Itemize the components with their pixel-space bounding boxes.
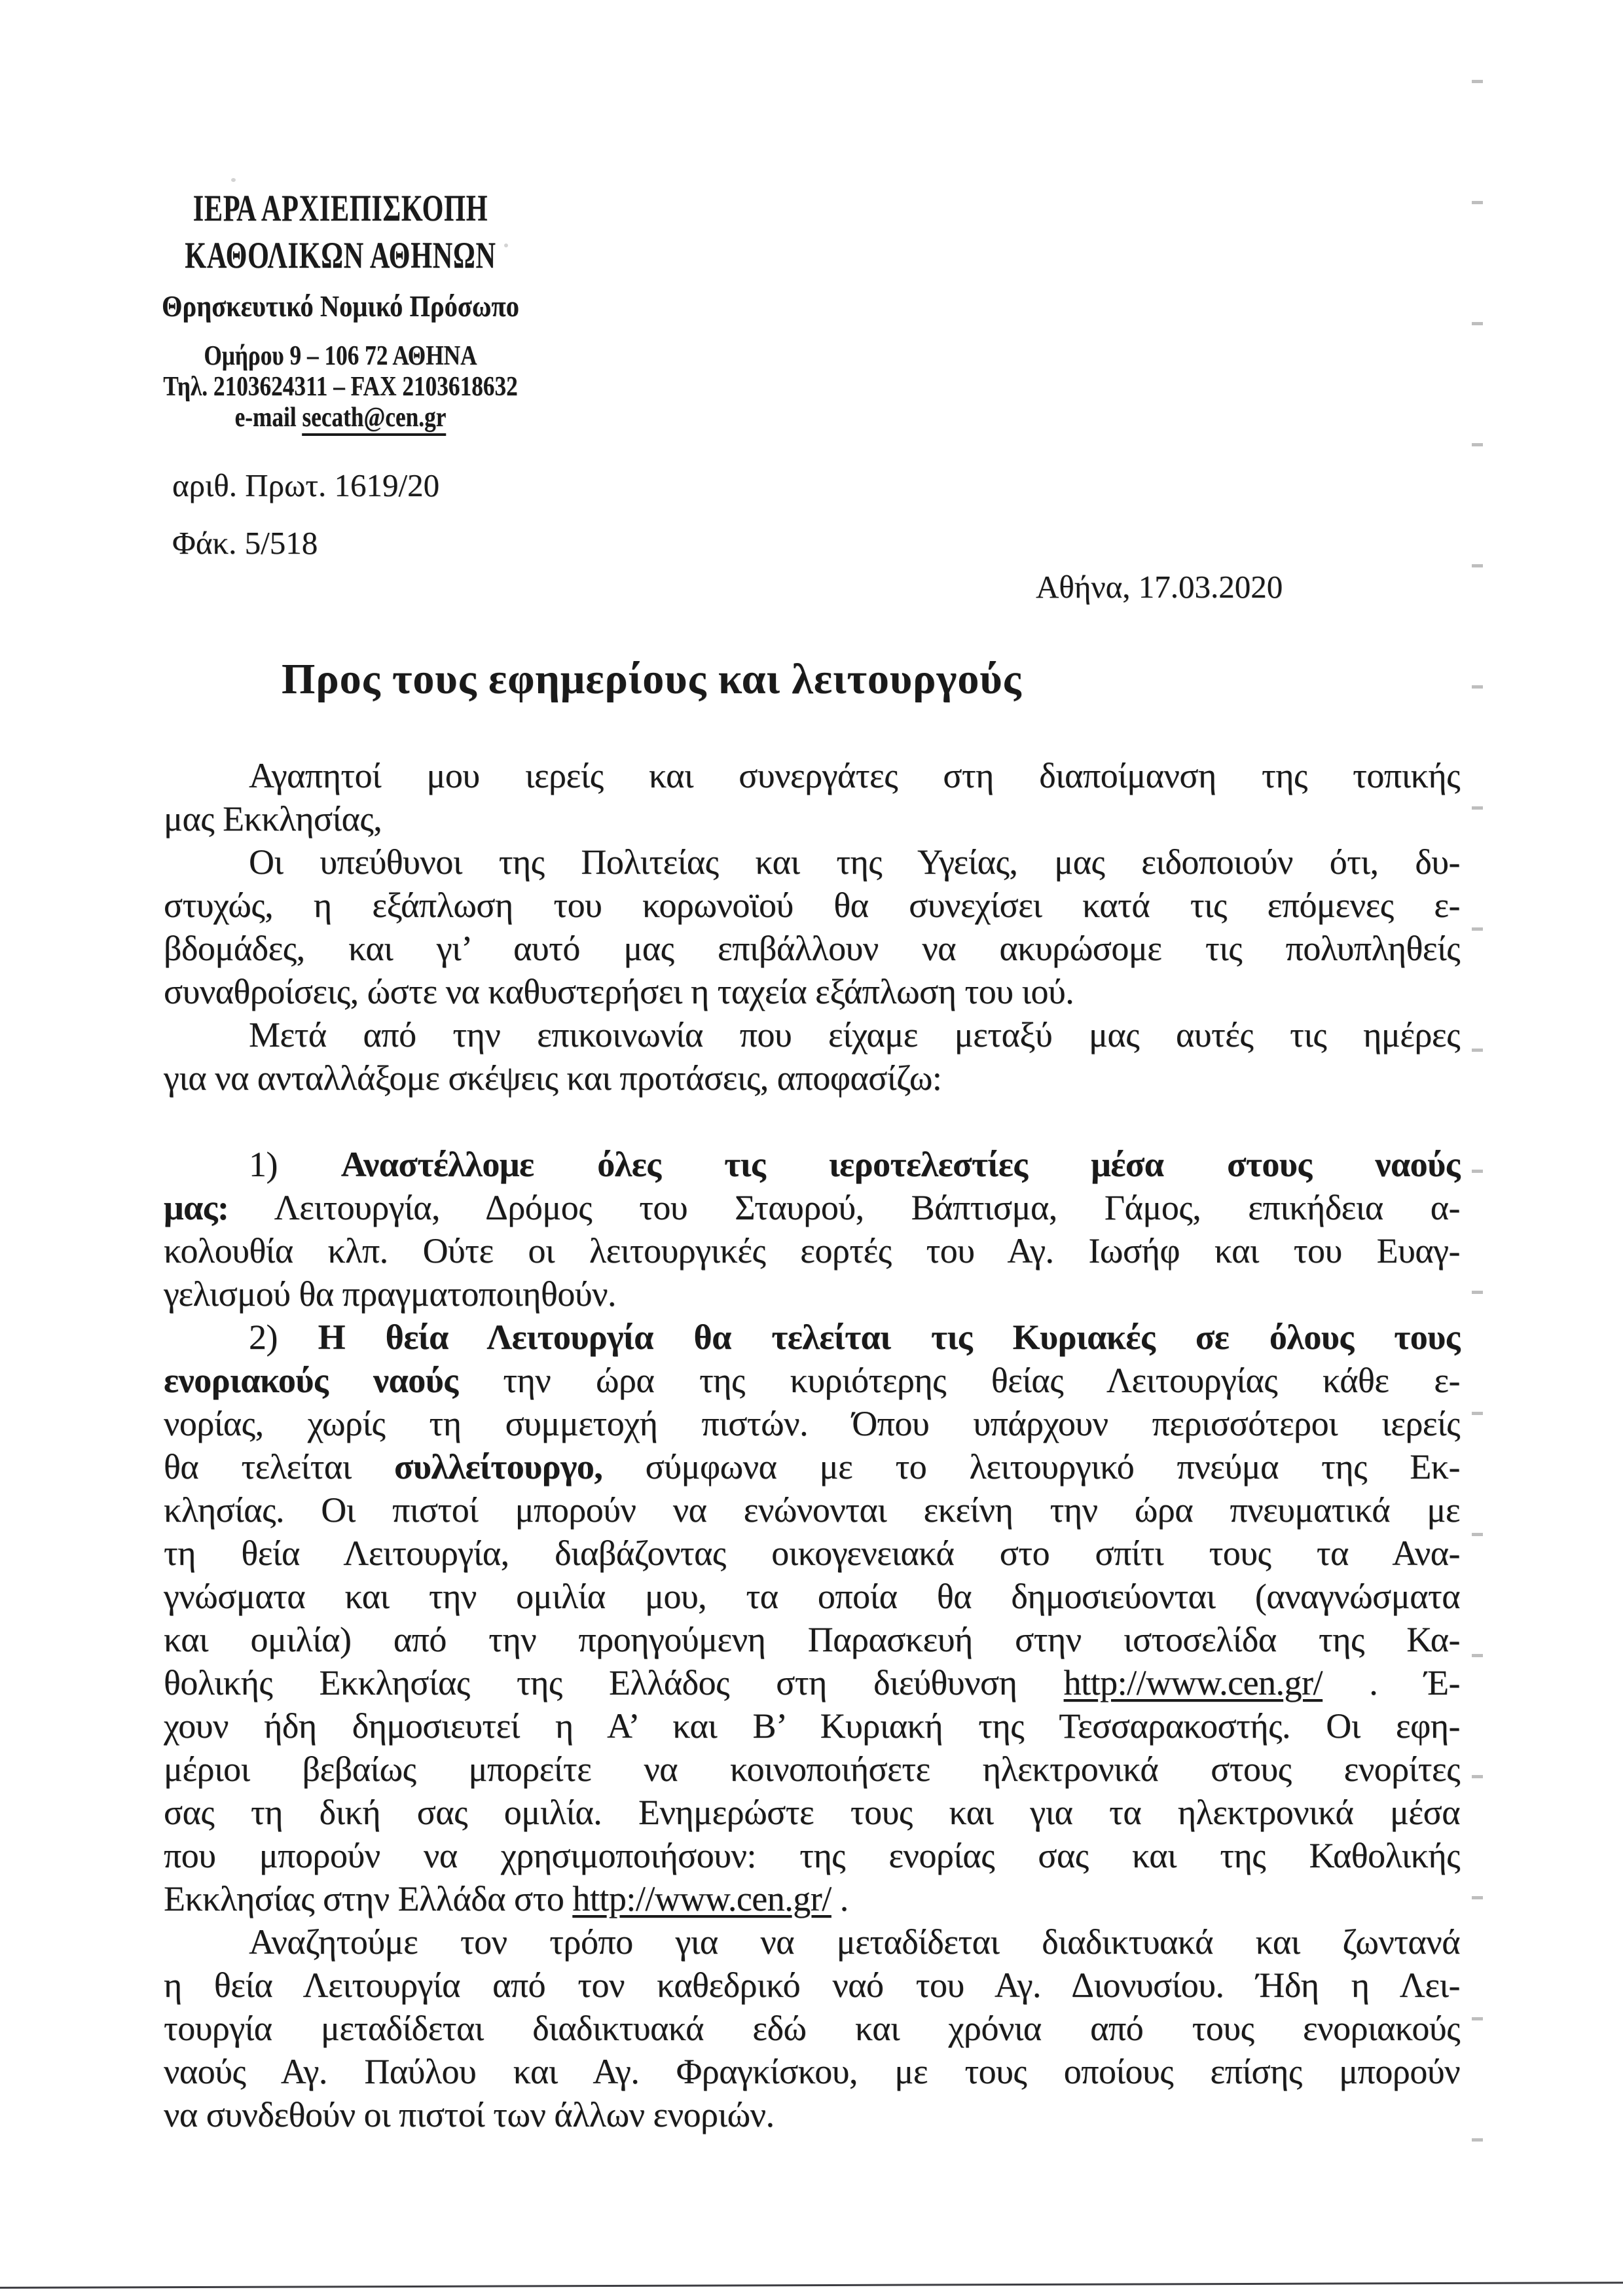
body-line: μας Εκκλησίας,	[164, 799, 382, 838]
org-subtitle: Θρησκευτικό Νομικό Πρόσωπο	[162, 289, 519, 323]
body-line: τη θεία Λειτουργία, διαβάζοντας οικογενειακά στο σπίτι τους τα Ανα-	[164, 1534, 1460, 1573]
body-line: για να ανταλλάξομε σκέψεις και προτάσεις, αποφασίζω:	[164, 1058, 942, 1098]
body-line: ναούς Αγ. Παύλου και Αγ. Φραγκίσκου, με τους οποίους επίσης μπορούν	[164, 2052, 1460, 2091]
body-line: θα τελείται συλλείτουργο, σύμφωνα με το λειτουργικό πνεύμα της Εκ-	[164, 1447, 1460, 1486]
body-line: 2) Η θεία Λειτουργία θα τελείται τις Κυριακές σε όλους τους	[249, 1318, 1460, 1357]
body-line: κολουθία κλπ. Ούτε οι λειτουργικές εορτές του Αγ. Ιωσήφ και του Ευαγ-	[164, 1231, 1460, 1270]
link-url: http://www.cen.gr/	[1063, 1663, 1323, 1702]
email-address: secath@cen.gr	[302, 403, 446, 436]
body-line: μας: Λειτουργία, Δρόμος του Σταυρού, Βάπτισμα, Γάμος, επικήδεια α-	[164, 1188, 1460, 1227]
link-url: http://www.cen.gr/	[572, 1879, 831, 1918]
scan-speck	[504, 243, 508, 247]
body-line: συναθροίσεις, ώστε να καθυστερήσει η ταχεία εξάπλωση του ιού.	[164, 972, 1074, 1011]
body-line: η θεία Λειτουργία από τον καθεδρικό ναό του Αγ. Διονυσίου. Ήδη η Λει-	[164, 1965, 1460, 2005]
email-label: e-mail	[234, 403, 302, 433]
body-line: Οι υπεύθυνοι της Πολιτείας και της Υγείας, μας ειδοποιούν ότι, δυ-	[249, 842, 1460, 882]
body-line: χουν ήδη δημοσιευτεί η Α’ και Β’ Κυριακή της Τεσσαρακοστής. Οι εφη-	[164, 1706, 1460, 1746]
body-line: κλησίας. Οι πιστοί μπορούν να ενώνονται εκείνη την ώρα πνευματικά με	[164, 1490, 1460, 1530]
body-line: σας τη δική σας ομιλία. Ενημερώστε τους και για τα ηλεκτρονικά μέσα	[164, 1793, 1460, 1832]
org-phone-fax: Τηλ. 2103624311 – FAX 2103618632	[163, 372, 518, 402]
body-line: θολικής Εκκλησίας της Ελλάδος στη διεύθυνση http://www.cen.gr/ . Έ-	[164, 1663, 1461, 1702]
org-address: Ομήρου 9 – 106 72 ΑΘΗΝΑ	[204, 341, 477, 371]
scan-speck	[231, 178, 236, 182]
body-line: Αγαπητοί μου ιερείς και συνεργάτες στη διαποίμανση της τοπικής	[249, 756, 1460, 795]
body-line: μέριοι βεβαίως μπορείτε να κοινοποιήσετε ηλεκτρονικά στους ενορίτες	[164, 1749, 1460, 1789]
protocol-number: αριθ. Πρωτ. 1619/20	[172, 467, 440, 503]
body-line: νορίας, χωρίς τη συμμετοχή πιστών. Όπου υπάρχουν περισσότεροι ιερείς	[164, 1404, 1460, 1443]
body-line: ενοριακούς ναούς την ώρα της κυριότερης θείας Λειτουργίας κάθε ε-	[164, 1361, 1460, 1400]
body-line: γελισμού θα πραγματοποιηθούν.	[164, 1274, 616, 1314]
org-name-line-1: ΙΕΡΑ ΑΡΧΙΕΠΙΣΚΟΠΗ	[192, 188, 488, 229]
body-line: Μετά από την επικοινωνία που είχαμε μεταξύ μας αυτές τις ημέρες	[249, 1015, 1460, 1054]
body-line: Εκκλησίας στην Ελλάδα στο http://www.cen.gr/ .	[164, 1879, 848, 1918]
scan-margin-marks	[1472, 80, 1483, 2161]
letterhead	[98, 185, 583, 433]
body-line: και ομιλία) από την προηγούμενη Παρασκευή στην ιστοσελίδα της Κα-	[164, 1620, 1460, 1659]
date-line: Αθήνα, 17.03.2020	[1036, 569, 1283, 605]
body-line: 1) Αναστέλλομε όλες τις ιεροτελεστίες μέσα στους ναούς	[249, 1145, 1460, 1184]
org-name-line-2: ΚΑΘΟΛΙΚΩΝ ΑΘΗΝΩΝ	[185, 235, 496, 276]
body-line: Αναζητούμε τον τρόπο για να μεταδίδεται διαδικτυακά και ζωντανά	[249, 1922, 1460, 1962]
scan-bottom-edge-line	[0, 2282, 1623, 2289]
body-line: βδομάδες, και γι’ αυτό μας επιβάλλουν να ακυρώσομε τις πολυπληθείς	[164, 929, 1460, 968]
document-title: Προς τους εφημερίους και λειτουργούς	[282, 655, 1022, 703]
body-line: στυχώς, η εξάπλωση του κορωνοϊού θα συνεχίσει κατά τις επόμενες ε-	[164, 886, 1460, 925]
reference-block	[172, 466, 439, 563]
body-line: γνώσματα και την ομιλία μου, τα οποία θα δημοσιεύονται (αναγνώσματα	[164, 1577, 1460, 1616]
body-line: τουργία μεταδίδεται διαδικτυακά εδώ και χρόνια από τους ενοριακούς	[164, 2009, 1460, 2048]
body-line: να συνδεθούν οι πιστοί των άλλων ενοριών.	[164, 2095, 775, 2134]
body-text	[164, 754, 1460, 2136]
body-line: που μπορούν να χρησιμοποιήσουν: της ενορίας σας και της Καθολικής	[164, 1836, 1460, 1875]
org-email-line	[137, 403, 544, 433]
folder-number: Φάκ. 5/518	[172, 525, 318, 561]
